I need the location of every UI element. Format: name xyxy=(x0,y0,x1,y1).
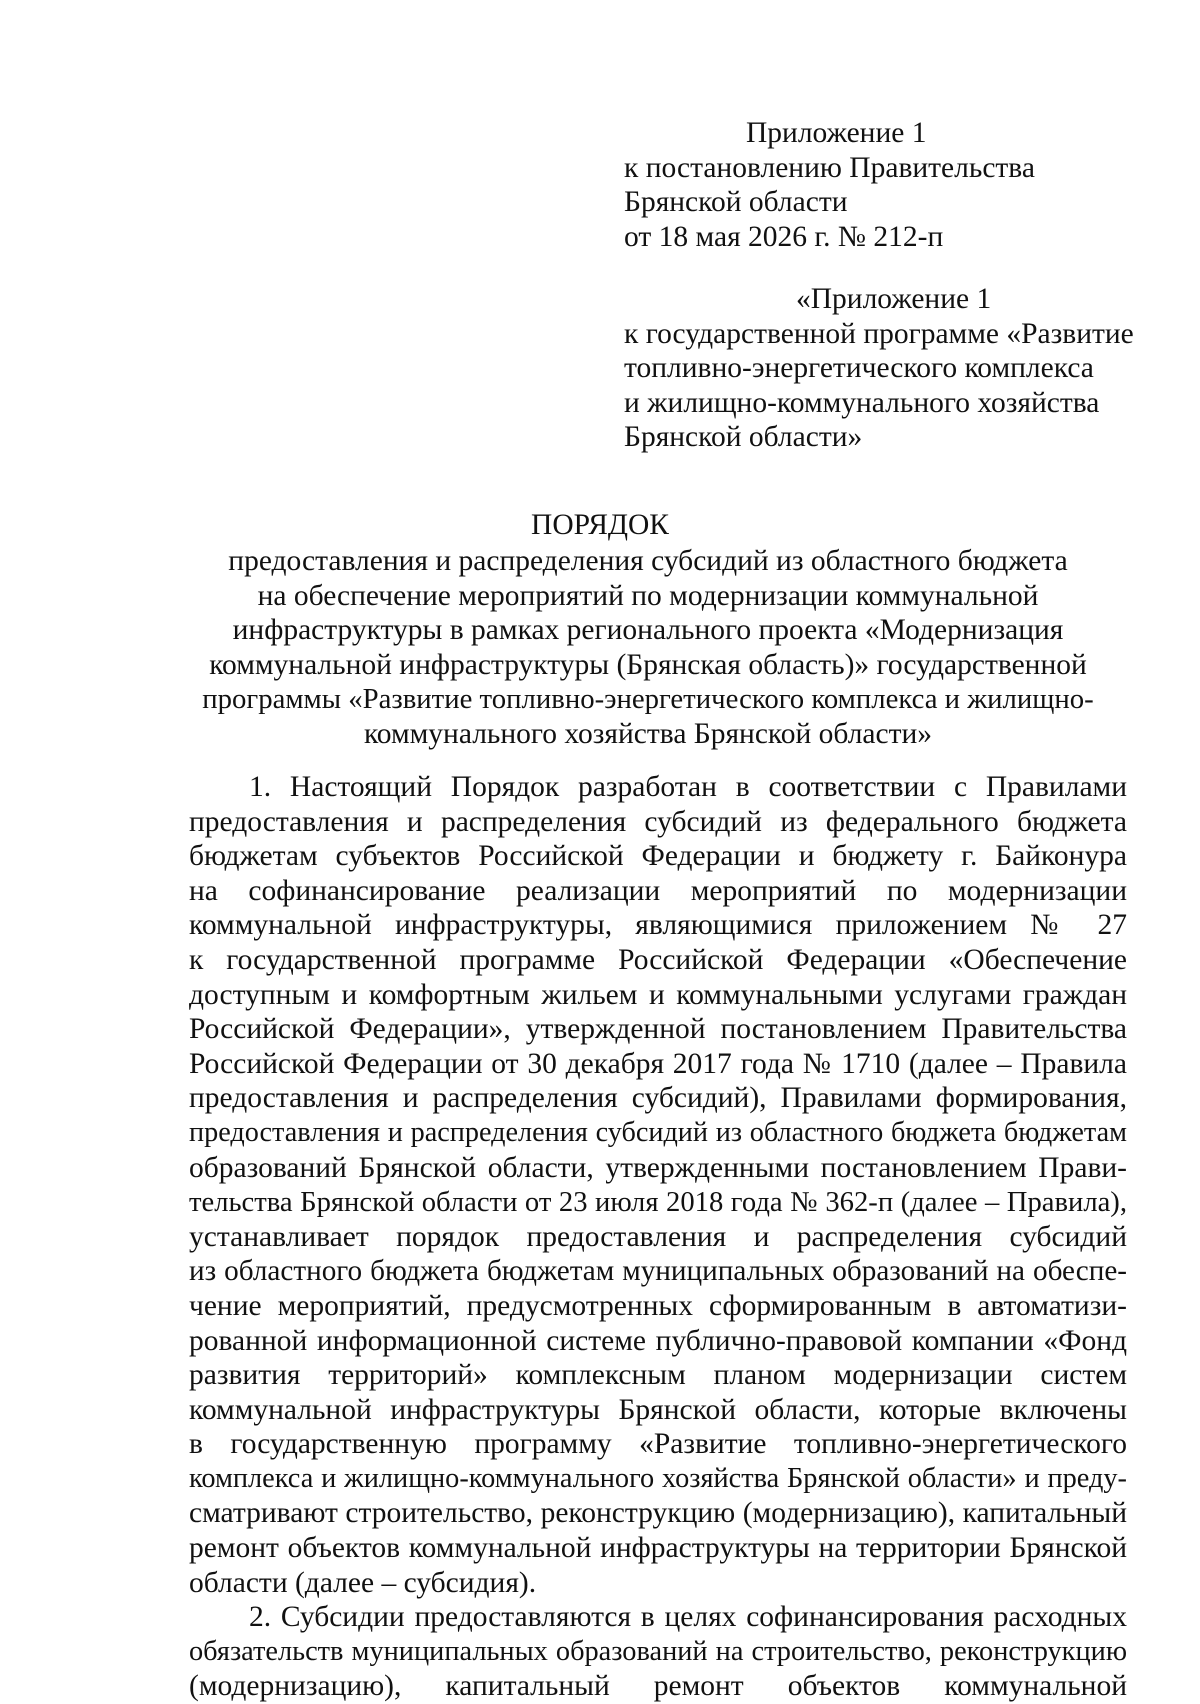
paragraph-line: (модернизацию), капитальный ремонт объектов коммунальной xyxy=(189,1670,1127,1703)
paragraph-line: доступным и комфортным жильем и коммунальными услугами граждан xyxy=(189,978,1127,1011)
approval-line: Брянской области xyxy=(624,186,848,219)
paragraph-line: области (далее – субсидия). xyxy=(189,1566,537,1599)
paragraph-line: 2. Субсидии предоставляются в целях софинансирования расходных xyxy=(249,1601,1127,1634)
paragraph-1 xyxy=(189,770,1127,1600)
appendix-line: «Приложение 1 xyxy=(796,283,992,315)
subtitle-line: на обеспечение мероприятий по модернизации коммунальной xyxy=(257,579,1039,612)
appendix-line: Брянской области» xyxy=(624,421,863,454)
paragraph-line: в государственную программу «Развитие топливно-энергетического xyxy=(189,1428,1127,1461)
paragraph-line: Российской Федерации», утвержденной постановлением Правительства xyxy=(189,1013,1127,1046)
paragraph-line: рованной информационной системе публично-правовой компании «Фонд xyxy=(189,1324,1127,1357)
approval-line: к постановлению Правительства xyxy=(624,151,1035,184)
paragraph-line: сматривают строительство, реконструкцию (модернизацию), капитальный xyxy=(189,1497,1127,1530)
paragraph-line: образований Брянской области, утвержденными постановлением Прави- xyxy=(189,1151,1127,1184)
paragraph-line: 1. Настоящий Порядок разработан в соответствии с Правилами xyxy=(249,771,1127,803)
appendix-line: топливно-энергетического комплекса xyxy=(624,352,1094,385)
program-appendix-block xyxy=(624,282,1144,455)
paragraph-line: к государственной программе Российской Федерации «Обеспечение xyxy=(189,943,1127,976)
paragraph-line: коммунальной инфраструктуры Брянской области, которые включены xyxy=(189,1393,1127,1426)
subtitle-line: коммунального хозяйства Брянской области» xyxy=(363,717,933,750)
appendix-line: к государственной программе «Развитие xyxy=(624,317,1134,350)
subtitle-line: инфраструктуры в рамках регионального проекта «Модернизация xyxy=(232,614,1064,647)
paragraph-line: предоставления и распределения субсидий из федерального бюджета xyxy=(189,805,1127,838)
document-subtitle xyxy=(200,544,1096,752)
document-title: ПОРЯДОК xyxy=(531,509,669,541)
paragraph-line: комплекса и жилищно-коммунального хозяйства Брянской области» и преду- xyxy=(189,1462,1127,1494)
approval-line: от 18 мая 2026 г. № 212-п xyxy=(624,220,944,253)
paragraph-line: тельства Брянской области от 23 июля 2018 года № 362-п (далее – Правила), xyxy=(189,1186,1127,1219)
paragraph-line: из областного бюджета бюджетам муниципальных образований на обеспе- xyxy=(189,1255,1127,1288)
paragraph-line: на софинансирование реализации мероприятий по модернизации xyxy=(189,874,1127,907)
paragraph-line: коммунальной инфраструктуры, являющимися приложением № 27 xyxy=(189,909,1127,942)
paragraph-line: бюджетам субъектов Российской Федерации и бюджету г. Байконура xyxy=(189,840,1127,873)
paragraph-line: устанавливает порядок предоставления и распределения субсидий xyxy=(189,1220,1127,1253)
paragraph-line: предоставления и распределения субсидий), Правилами формирования, xyxy=(189,1082,1127,1115)
subtitle-line: программы «Развитие топливно-энергетического комплекса и жилищно- xyxy=(202,683,1094,716)
paragraph-2 xyxy=(189,1600,1127,1704)
appendix-line: и жилищно-коммунального хозяйства xyxy=(624,386,1100,419)
paragraph-line: предоставления и распределения субсидий из областного бюджета бюджетам xyxy=(189,1116,1127,1148)
document-body xyxy=(189,770,1127,1704)
subtitle-line: коммунальной инфраструктуры (Брянская область)» государственной xyxy=(209,648,1087,681)
paragraph-line: чение мероприятий, предусмотренных сформированным в автоматизи- xyxy=(189,1289,1127,1322)
paragraph-line: ремонт объектов коммунальной инфраструктуры на территории Брянской xyxy=(189,1532,1127,1565)
paragraph-line: Российской Федерации от 30 декабря 2017 года № 1710 (далее – Правила xyxy=(189,1047,1127,1080)
paragraph-line: обязательств муниципальных образований на строительство, реконструкцию xyxy=(189,1635,1127,1667)
approval-line: Приложение 1 xyxy=(746,117,927,149)
subtitle-line: предоставления и распределения субсидий из областного бюджета xyxy=(228,545,1068,577)
approval-block xyxy=(624,116,1094,254)
paragraph-line: развития территорий» комплексным планом модернизации систем xyxy=(189,1359,1127,1392)
